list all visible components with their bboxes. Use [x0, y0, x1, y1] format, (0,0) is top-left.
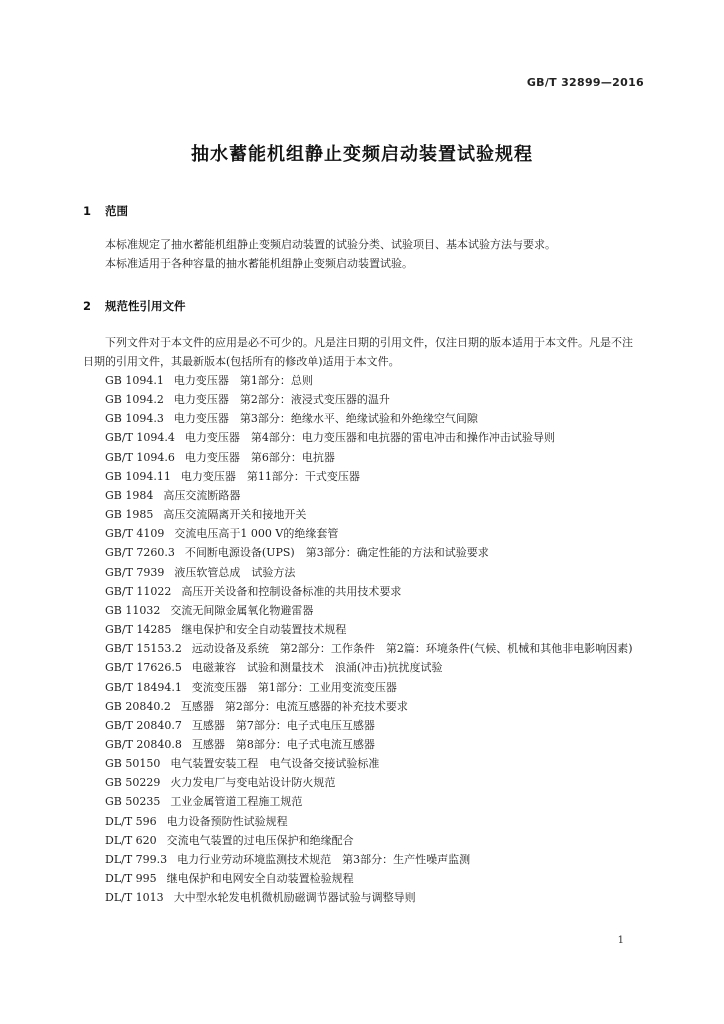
reference-code: GB/T 20840.7	[105, 718, 182, 732]
section-heading-normative-references	[83, 298, 186, 314]
reference-item	[83, 639, 643, 658]
reference-item	[83, 658, 643, 677]
reference-item	[83, 486, 643, 505]
reference-item	[83, 543, 643, 562]
scope-body	[83, 235, 643, 273]
reference-title: 交流电气装置的过电压保护和绝缘配合	[166, 833, 354, 847]
section-title: 规范性引用文件	[105, 299, 186, 313]
reference-code: GB 1984	[105, 488, 154, 502]
reference-code: GB/T 17626.5	[105, 661, 182, 675]
reference-title: 高压交流隔离开关和接地开关	[163, 508, 307, 522]
reference-item	[83, 812, 643, 831]
reference-item	[83, 754, 643, 773]
reference-title: 电力变压器 第2部分：液浸式变压器的温升	[173, 393, 390, 407]
reference-item	[83, 888, 643, 907]
reference-code: GB/T 1094.4	[105, 431, 175, 445]
scope-paragraph: 本标准规定了抽水蓄能机组静止变频启动装置的试验分类、试验项目、基本试验方法与要求。	[105, 238, 556, 251]
reference-code: GB 1985	[105, 508, 154, 522]
reference-code: GB/T 4109	[105, 527, 165, 541]
reference-code: GB 1094.2	[105, 393, 164, 407]
reference-item	[83, 678, 643, 697]
references-intro-text: 下列文件对于本文件的应用是必不可少的。凡是注日期的引用文件，仅注日期的版本适用于本文件。凡是不注日期的引用文件，其最新版本(包括所有的修改单)适用于本文件。	[83, 336, 633, 368]
references-intro	[83, 333, 643, 371]
reference-item	[83, 735, 643, 754]
reference-item	[83, 467, 643, 486]
reference-code: DL/T 596	[105, 814, 157, 828]
reference-item	[83, 582, 643, 601]
reference-list	[83, 371, 643, 907]
page-number: 1	[617, 935, 624, 946]
reference-code: GB 1094.3	[105, 412, 164, 426]
standard-code: GB/T 32899—2016	[526, 76, 644, 89]
reference-title: 高压交流断路器	[163, 488, 241, 502]
document-title: 抽水蓄能机组静止变频启动装置试验规程	[191, 144, 533, 165]
reference-code: DL/T 995	[105, 872, 157, 886]
reference-item	[83, 831, 643, 850]
reference-code: GB/T 15153.2	[105, 642, 182, 656]
reference-code: GB/T 11022	[105, 584, 172, 598]
reference-item	[83, 792, 643, 811]
section-number: 2	[83, 299, 92, 313]
reference-item	[83, 563, 643, 582]
reference-title: 电力变压器 第6部分：电抗器	[184, 450, 335, 464]
reference-title: 继电保护和电网安全自动装置检验规程	[166, 872, 354, 886]
reference-code: GB/T 18494.1	[105, 680, 182, 694]
reference-item	[83, 773, 643, 792]
reference-title: 大中型水轮发电机微机励磁调节器试验与调整导则	[173, 891, 416, 905]
reference-title: 火力发电厂与变电站设计防火规范	[170, 776, 336, 790]
reference-title: 交流无间隙金属氧化物避雷器	[170, 603, 314, 617]
reference-code: GB/T 7939	[105, 565, 165, 579]
reference-title: 电力设备预防性试验规程	[166, 814, 288, 828]
reference-code: GB 50229	[105, 776, 161, 790]
reference-item	[83, 697, 643, 716]
section-number: 1	[83, 204, 92, 218]
reference-item	[83, 850, 643, 869]
reference-item	[83, 371, 643, 390]
section-title: 范围	[105, 204, 128, 218]
reference-code: DL/T 620	[105, 833, 157, 847]
reference-title: 继电保护和安全自动装置技术规程	[181, 623, 347, 637]
reference-item	[83, 620, 643, 639]
reference-code: GB/T 14285	[105, 623, 172, 637]
reference-title: 电气装置安装工程 电气设备交接试验标准	[170, 757, 380, 771]
reference-title: 互感器 第8部分：电子式电流互感器	[191, 737, 375, 751]
reference-code: GB 20840.2	[105, 699, 171, 713]
reference-title: 变流变压器 第1部分：工业用变流变压器	[191, 680, 397, 694]
reference-title: 电力行业劳动环境监测技术规范 第3部分：生产性噪声监测	[177, 852, 471, 866]
reference-title: 不间断电源设备(UPS) 第3部分：确定性能的方法和试验要求	[184, 546, 489, 560]
reference-title: 远动设备及系统 第2部分：工作条件 第2篇：环境条件(气候、机械和其他非电影响因素)	[191, 642, 633, 656]
reference-title: 电磁兼容 试验和测量技术 浪涌(冲击)抗扰度试验	[191, 661, 443, 675]
reference-item	[83, 601, 643, 620]
reference-title: 电力变压器 第11部分：干式变压器	[180, 469, 360, 483]
reference-item	[83, 428, 643, 447]
reference-title: 电力变压器 第1部分：总则	[173, 374, 313, 387]
reference-code: GB/T 20840.8	[105, 737, 182, 751]
reference-code: GB 50235	[105, 795, 161, 809]
reference-code: GB/T 7260.3	[105, 546, 175, 560]
scope-paragraph: 本标准适用于各种容量的抽水蓄能机组静止变频启动装置试验。	[105, 257, 413, 270]
reference-code: GB 50150	[105, 757, 161, 771]
reference-item	[83, 505, 643, 524]
reference-item	[83, 869, 643, 888]
reference-code: GB/T 1094.6	[105, 450, 175, 464]
reference-code: GB 1094.1	[105, 374, 164, 387]
reference-item	[83, 409, 643, 428]
reference-title: 液压软管总成 试验方法	[174, 565, 296, 579]
reference-item	[83, 716, 643, 735]
reference-title: 高压开关设备和控制设备标准的共用技术要求	[181, 584, 402, 598]
reference-title: 交流电压高于1 000 V的绝缘套管	[174, 527, 339, 541]
section-heading-scope	[83, 203, 128, 219]
reference-title: 互感器 第2部分：电流互感器的补充技术要求	[180, 699, 408, 713]
reference-title: 电力变压器 第3部分：绝缘水平、绝缘试验和外绝缘空气间隙	[173, 412, 478, 426]
reference-code: DL/T 1013	[105, 891, 164, 905]
reference-code: GB 11032	[105, 603, 161, 617]
reference-item	[83, 448, 643, 467]
reference-title: 互感器 第7部分：电子式电压互感器	[191, 718, 375, 732]
reference-item	[83, 524, 643, 543]
reference-code: DL/T 799.3	[105, 852, 168, 866]
reference-code: GB 1094.11	[105, 469, 171, 483]
reference-item	[83, 390, 643, 409]
reference-title: 电力变压器 第4部分：电力变压器和电抗器的雷电冲击和操作冲击试验导则	[184, 431, 555, 445]
reference-title: 工业金属管道工程施工规范	[170, 795, 303, 809]
